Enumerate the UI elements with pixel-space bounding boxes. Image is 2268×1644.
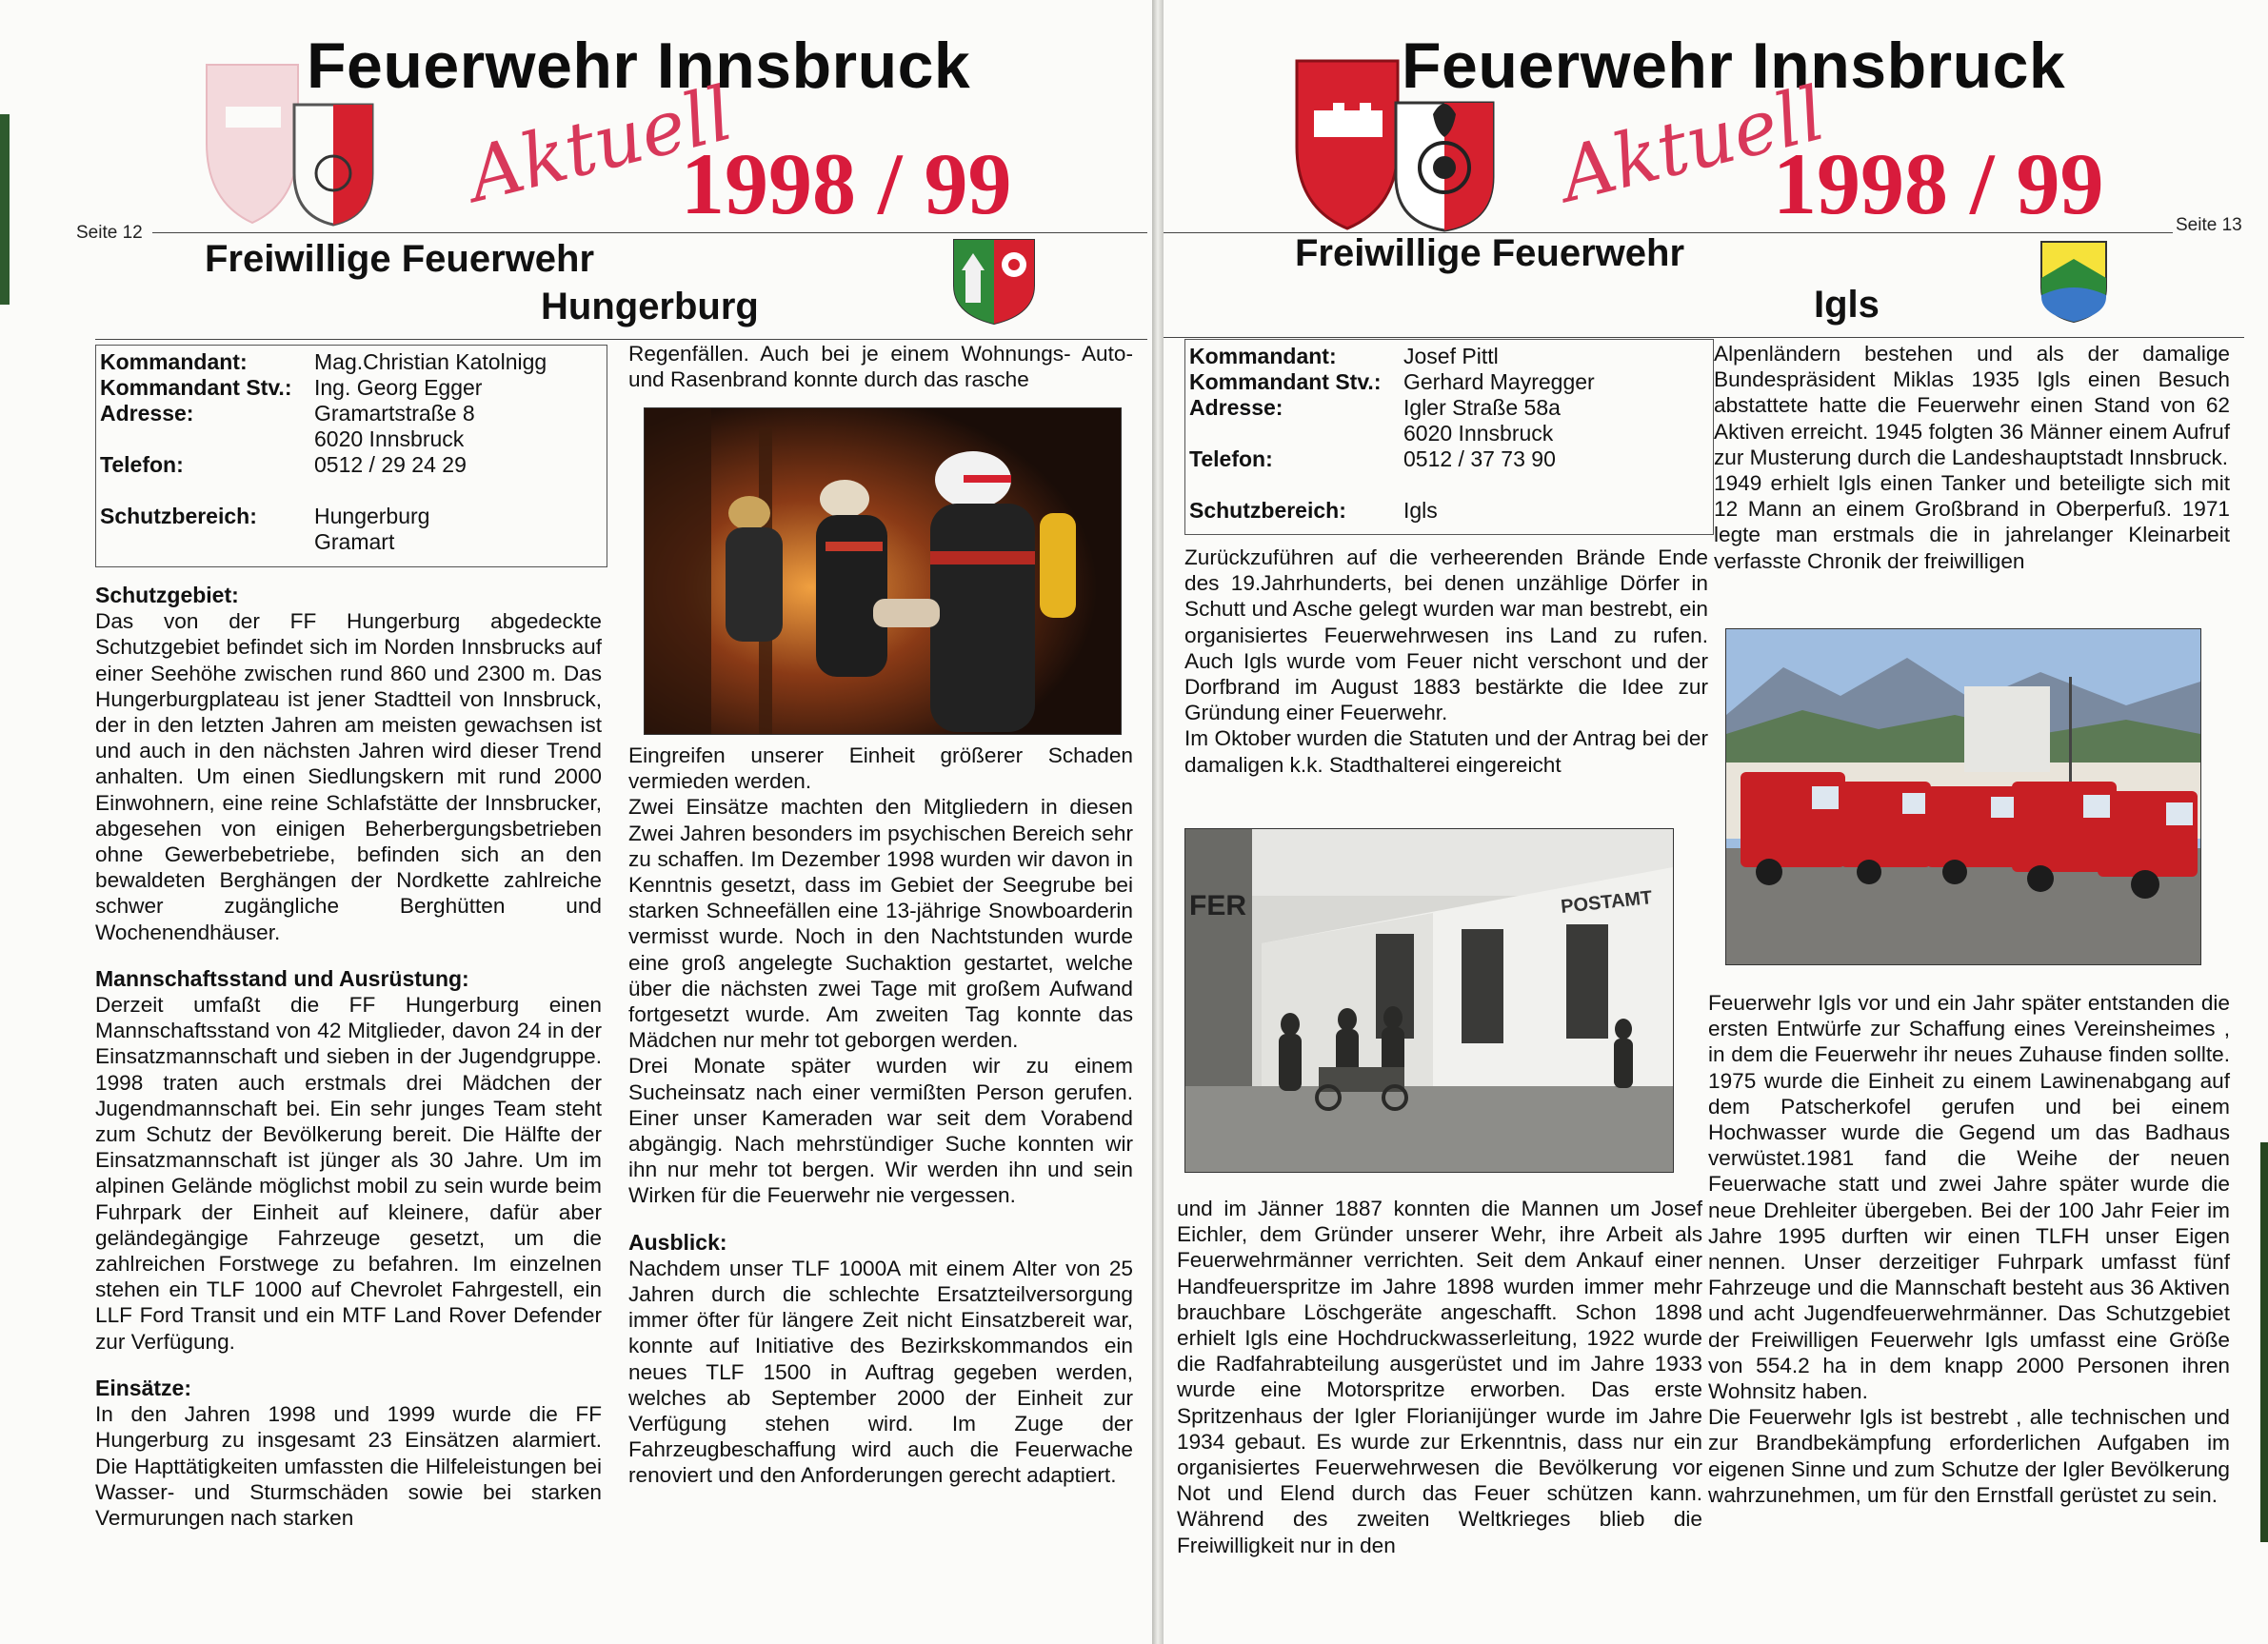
section-rule xyxy=(95,339,1147,340)
right-page xyxy=(1164,0,2268,1644)
info-row xyxy=(1189,498,1713,524)
photo-historic-postamt xyxy=(1184,828,1674,1173)
header-year: 1998 / 99 xyxy=(1773,135,2104,232)
paragraph-jaenner-1887: und im Jänner 1887 konnten die Mannen um Josef Eichler, dem Gründer unserer Wehr, ihre Arbeit als Feuerwehrmänner verrichten. Seit dem Ankauf einer Handfeuerspritze im Jahre 1898 wurden immer mehr brauchbare Löschgeräte angeschafft. Schon 1898 erhielt Igls eine Hochdruckwasserleitung, 1922 wurde die Radfahrabteilung ausgerüstet und im Jahre 1933 wurde eine Motorspritze erworben. Das erste Spritzenhaus der Igler Florianijünger wurde im Jahre 1934 gebaut. Es wurde zur Erkenntnis, dass nur ein organisiertes Feuerwehrwesen die Bevölkerung vor Not und Elend durch das Feuer schützen kann. Während des zweiten Weltkrieges blieb die Freiwilligkeit nur in den xyxy=(1177,1197,1702,1557)
info-value: 0512 / 29 24 29 xyxy=(314,452,467,477)
page-number: Seite 13 xyxy=(2176,215,2242,235)
info-label xyxy=(100,529,314,555)
info-label: Telefon: xyxy=(1189,446,1273,471)
photo-sign-fer: FER xyxy=(1189,890,1246,921)
section-title-line1: Freiwillige Feuerwehr xyxy=(205,238,595,280)
info-value: Gramartstraße 8 xyxy=(314,401,475,426)
info-label: Adresse: xyxy=(1189,395,1283,420)
photo-fire-trucks xyxy=(1725,628,2201,965)
text-column-right-bottom xyxy=(628,743,1133,1489)
photo-sign-postamt: POSTAMT xyxy=(1560,887,1654,918)
info-row xyxy=(100,349,607,375)
paragraph-zwei-einsaetze: Zwei Einsätze machten den Mitgliedern in diesen Zwei Jahren besonders im psychischen Bereich sehr zu schaffen. Im Dezember 1998 wurden wir davon in Kenntnis gesetzt, dass im Gebiet der Seegrube bei starken Schneefällen eine 13-jährige Snowboarderin vermisst wurde. Noch in den Nachtstunden wurde eine groß angelegte Suchaktion gestartet, welche über die nächsten zwei Tage mit großem Aufwand fortgesetzt wurde. Am zweiten Tag konnte das Mädchen nur mehr tot geborgen werden. xyxy=(628,795,1133,1053)
header-title: Feuerwehr Innsbruck xyxy=(307,30,971,102)
info-label: Kommandant Stv.: xyxy=(1189,369,1382,394)
paragraph-brände: Zurückzuführen auf die verheerenden Brände Ende des 19.Jahrhunderts, bei denen unzählige Dörfer in Schutt und Asche gelegt wurden war man bestrebt, ein organisiertes Feuerwehrwesen ins Land zu rufen. Auch Igls wurde vom Feuer nicht verschont und der Dorfbrand im August 1883 bestärkte die Idee zur Gründung einer Feuerwehr. xyxy=(1184,545,1708,725)
hungerburg-coat-of-arms xyxy=(952,238,1036,326)
text-column-right-top xyxy=(628,341,1133,392)
paragraph-oktober: Im Oktober wurden die Statuten und der Antrag bei der damaligen k.k. Stadthalterei eingereicht xyxy=(1184,726,1708,777)
paragraph-schutzgebiet: Das von der FF Hungerburg abgedeckte Schutzgebiet befindet sich im Norden Innsbrucks auf einer Seehöhe zwischen rund 860 und 2300 m. Das Hungerburgplateau ist jener Stadtteil von Innsbruck, der in den letzten Jahren am meisten gewachsen ist und auch in den nächsten Jahren wird dieser Trend anhalten. Um einen Siedlungskern mit rund 2000 Einwohnern, eine reine Schlafstätte der Innsbrucker, abgesehen von einigen Beherbergungsbetrieben ohne Gewerbebetriebe, befinden sich an den bewaldeten Berghängen der Nordkette zahlreiche schwer zugängliche Berghütten und Wochenendhäuser. xyxy=(95,609,602,944)
info-value: 6020 Innsbruck xyxy=(1403,421,1554,446)
section-rule xyxy=(1164,337,2244,338)
photo-firefighters-in-smoke xyxy=(644,407,1122,735)
info-value: Hungerburg xyxy=(314,504,430,528)
heading-einsaetze: Einsätze: xyxy=(95,1375,191,1400)
text-column-left-top xyxy=(1184,545,1708,778)
paragraph-mannschaft: Derzeit umfaßt die FF Hungerburg einen Mannschaftsstand von 42 Mitglieder, davon 24 in der Einsatzmannschaft und sieben in der Jugendgruppe. 1998 traten auch erstmals drei Mädchen der Jugendmannschaft bei. Ein sehr junges Team steht zum Schutz der Bevölkerung bereit. Die Hälfte der Einsatzmannschaft ist jünger als 30 Jahre. Um im alpinen Gelände möglichst mobil zu sein wurde beim Fuhrpark der Einheit auf kleinere, dafür aber geländegängige Fahrzeuge gesetzt, um die zahlreichen Forstwege zu befahren. Im einzelnen stehen ein TLF 1000 auf Chevrolet Fahrgestell, ein LLF Ford Transit und ein MTF Land Rover Defender zur Verfügung. xyxy=(95,993,602,1354)
info-value: Igler Straße 58a xyxy=(1403,395,1561,420)
paragraph-bestrebt: Die Feuerwehr Igls ist bestrebt , alle technischen und zur Brandbekämpfung erforderlichen Aufgaben im eigenen Sinne und zum Schutze der Igler Bevölkerung wahrzunehmen, um für den Ernstfall gerüstet zu sein. xyxy=(1708,1405,2230,1507)
header-rule xyxy=(152,232,1147,233)
info-label: Kommandant: xyxy=(100,349,248,374)
info-row xyxy=(100,401,607,426)
info-box-hungerburg xyxy=(95,345,607,567)
info-value: 6020 Innsbruck xyxy=(314,426,465,451)
info-value: Gerhard Mayregger xyxy=(1403,369,1595,394)
info-row xyxy=(100,375,607,401)
paragraph-drei-monate: Drei Monate später wurden wir zu einem Sucheinsatz nach einer vermißten Person gerufen. Einer unser Kameraden war seit dem Vorabend abgängig. Nach mehrstündiger Suche konnten wir ihn nur mehr tot bergen. Wir werden ihn und sein Wirken für die Feuerwehr nie vergessen. xyxy=(628,1054,1133,1208)
heading-ausblick: Ausblick: xyxy=(628,1229,727,1255)
section-title-line2: Hungerburg xyxy=(541,286,759,327)
info-label: Schutzbereich: xyxy=(1189,498,1346,523)
text-column-right-top xyxy=(1714,341,2230,574)
header-aktuell: Aktuell xyxy=(460,70,741,220)
text-column-left-bottom xyxy=(1177,1196,1702,1558)
info-value: Igls xyxy=(1403,498,1438,523)
heading-schutzgebiet: Schutzgebiet: xyxy=(95,583,239,607)
info-row xyxy=(100,529,607,555)
paragraph-chronik: Feuerwehr Igls vor und ein Jahr später entstanden die ersten Entwürfe zur Schaffung eines Vereinsheimes , in dem die Feuerwehr ihr neues Zuhause finden sollte. 1975 wurde die Einheit zu einem Lawinenabgang auf dem Patscherkofel gerufen und bei einem Hochwasser wurde die Gegend um das Badhaus verwüstet.1981 fand die Weihe der neuen Feuerwache statt und zwei Jahre später wurde die neue Drehleiter übergeben. Bei der 100 Jahr Feier im Jahre 1995 durften wir einen TLFH unser Eigen nennen. Unser derzeitiger Fuhrpark umfasst fünf Fahrzeuge und die Mannschaft besteht aus 36 Aktiven und acht Jugendfeuerwehrmänner. Das Schutzgebiet der Freiwilligen Feuerwehr Igls umfasst eine Größe von 554.2 ha in dem knapp 2000 Personen ihren Wohnsitz haben. xyxy=(1708,991,2230,1404)
section-title-line2: Igls xyxy=(1814,284,1880,326)
info-label: Kommandant: xyxy=(1189,344,1337,368)
header-year: 1998 / 99 xyxy=(681,135,1012,232)
info-box-igls xyxy=(1184,339,1714,535)
paragraph-1949: 1949 erhielt Igls einen Tanker und beteiligte sich mit 12 Mann an einem Großbrand in Oberperfuß. 1971 legte man erstmals die in jahrelanger Kleinarbeit verfasste Chronik der freiwilligen xyxy=(1714,471,2230,573)
info-value: Josef Pittl xyxy=(1403,344,1499,368)
info-row xyxy=(100,504,607,529)
page-number: Seite 12 xyxy=(76,223,143,243)
section-title-line1: Freiwillige Feuerwehr xyxy=(1295,232,1685,274)
paragraph-regenfaelle: Regenfällen. Auch bei je einem Wohnungs- Auto- und Rasenbrand konnte durch das rasche xyxy=(628,342,1133,392)
info-row xyxy=(100,452,607,478)
info-row xyxy=(1189,446,1713,472)
info-value: Ing. Georg Egger xyxy=(314,375,483,400)
paragraph-ausblick: Nachdem unser TLF 1000A mit einem Alter von 25 Jahren durch die schlechte Ersatzteilversorgung immer öfter für längere Zeit nicht Einsatzbereit war, konnte auf Initiative des Bezirkskommandos ein neues TLF 1500 in Auftrag gegeben werden, welches ab September 2000 der Einheit zur Verfügung stehen wird. Im Zuge der Fahrzeugbeschaffung wird auch die Feuerwache renoviert und den Anforderungen gerecht adaptiert. xyxy=(628,1256,1133,1488)
info-label: Adresse: xyxy=(100,401,194,426)
text-column-left xyxy=(95,575,602,1531)
info-label xyxy=(100,426,314,452)
paragraph-eingreifen: Eingreifen unserer Einheit größerer Schaden vermieden werden. xyxy=(628,743,1133,794)
info-row xyxy=(1189,421,1713,446)
info-row xyxy=(1189,395,1713,421)
info-label: Kommandant Stv.: xyxy=(100,375,292,400)
info-value: Gramart xyxy=(314,529,395,554)
info-row xyxy=(1189,344,1713,369)
info-label xyxy=(1189,421,1403,446)
header-title: Feuerwehr Innsbruck xyxy=(1402,30,2066,102)
heading-mannschaft: Mannschaftsstand und Ausrüstung: xyxy=(95,965,469,991)
book-gutter xyxy=(1152,0,1164,1644)
info-label: Telefon: xyxy=(100,452,184,477)
page-edge-strip xyxy=(0,114,10,305)
info-value: Mag.Christian Katolnigg xyxy=(314,349,547,374)
page-edge-strip xyxy=(2260,1142,2268,1542)
paragraph-einsaetze: In den Jahren 1998 und 1999 wurde die FF Hungerburg zu insgesamt 23 Einsätzen alarmiert. Die Hapttätigkeiten umfassten die Hilfeleistungen bei Wasser- und Sturmschäden sowie bei starken Vermurungen nach starken xyxy=(95,1402,602,1530)
igls-coat-of-arms xyxy=(2039,240,2108,324)
text-column-right-bottom xyxy=(1708,990,2230,1508)
info-label: Schutzbereich: xyxy=(100,504,257,528)
info-row xyxy=(1189,369,1713,395)
info-row xyxy=(100,426,607,452)
paragraph-alpenlaendern: Alpenländern bestehen und als der damalige Bundespräsident Miklas 1935 Igls einen Besuch abstattete hatte die Feuerwehr einen Stand von 62 Aktiven erreicht. 1945 folgten 36 Männer einem Aufruf zur Musterung durch die Landeshauptstadt Innsbruck. xyxy=(1714,342,2230,469)
info-value: 0512 / 37 73 90 xyxy=(1403,446,1556,471)
header-aktuell: Aktuell xyxy=(1552,70,1833,220)
